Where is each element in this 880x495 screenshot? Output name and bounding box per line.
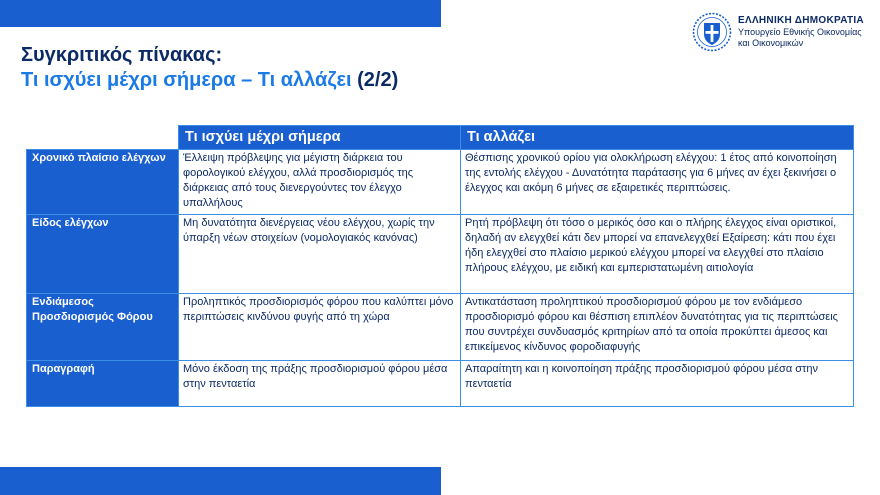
ministry-logo — [692, 12, 864, 52]
header-blank-cell — [27, 126, 179, 150]
change-cell: Απαραίτητη και η κοινοποίηση πράξης προσδιορισμού φόρου μέσα στην πενταετία — [461, 361, 854, 407]
table-row — [27, 361, 854, 407]
current-cell: Μόνο έκδοση της πράξης προσδιορισμού φόρου μέσα στην πενταετία — [179, 361, 461, 407]
bottom-decor-bar — [0, 467, 441, 495]
change-cell: Θέσπισης χρονικού ορίου για ολοκλήρωση ελέγχου: 1 έτος από κοινοποίηση της εντολής ελέγχου - Δυνατότητα παράτασης για 6 μήνες αν έχει ξεκινήσει ο έλεγχος και ακόμη 6 μήνες σε εξαιρετικές περιπτώσεις. — [461, 150, 854, 215]
row-label: Παραγραφή — [27, 361, 179, 407]
title-main: Τι ισχύει μέχρι σήμερα – Τι αλλάζει — [21, 69, 352, 91]
slide-title — [21, 43, 398, 93]
comparison-table — [26, 125, 854, 407]
change-cell: Αντικατάσταση προληπτικού προσδιορισμού φόρου με τον ενδιάμεσο προσδιορισμό φόρου και θέσπιση επιπλέον δυνατότητας για τις περιπτώσεις που συντρέχει συνδυασμός κριτηρίων από τα οποία προκύπτει άμεσος και επικείμενος κίνδυνος φοροδιαφυγής — [461, 294, 854, 361]
current-cell: Έλλειψη πρόβλεψης για μέγιστη διάρκεια του φορολογικού ελέγχου, αλλά προσδιορισμός της διάρκειας από τους διενεργούντες τον έλεγχο υπαλλήλους — [179, 150, 461, 215]
title-page-indicator: (2/2) — [351, 69, 399, 91]
table-row — [27, 294, 854, 361]
current-cell: Μη δυνατότητα διενέργειας νέου ελέγχου, χωρίς την ύπαρξη νέων στοιχείων (νομολογιακός κανόνας) — [179, 215, 461, 294]
change-cell: Ρητή πρόβλεψη ότι τόσο ο μερικός όσο και ο πλήρης έλεγχος είναι οριστικοί, δηλαδή αν ελεγχθεί κάτι δεν μπορεί να επανελεγχθεί Εξαίρεση: κάτι που έχει ήδη ελεγχθεί στο πλαίσιο μερικού ελέγχου μπορεί να ελεγχθεί στο πλαίσιο πλήρους ελέγχου, με ειδική και εμπεριστατωμένη αιτιολογία — [461, 215, 854, 294]
logo-country: ΕΛΛΗΝΙΚΗ ΔΗΜΟΚΡΑΤΙΑ — [738, 15, 864, 26]
current-cell: Προληπτικός προσδιορισμός φόρου που καλύπτει μόνο περιπτώσεις κινδύνου φυγής από τη χώρα — [179, 294, 461, 361]
logo-ministry-line1: Υπουργείο Εθνικής Οικονομίας — [738, 27, 862, 37]
title-line-1: Συγκριτικός πίνακας: — [21, 44, 223, 66]
title-line-2 — [21, 67, 398, 93]
header-change: Τι αλλάζει — [461, 126, 854, 150]
row-label: Ενδιάμεσος Προσδιορισμός Φόρου — [27, 294, 179, 361]
top-decor-bar — [0, 0, 441, 27]
table-header-row — [27, 126, 854, 150]
table-row — [27, 150, 854, 215]
greek-coat-of-arms-icon — [692, 12, 732, 52]
row-label: Είδος ελέγχων — [27, 215, 179, 294]
logo-ministry-line2: και Οικονομικών — [738, 38, 804, 48]
header-current: Τι ισχύει μέχρι σήμερα — [179, 126, 461, 150]
row-label: Χρονικό πλαίσιο ελέγχων — [27, 150, 179, 215]
table-row — [27, 215, 854, 294]
